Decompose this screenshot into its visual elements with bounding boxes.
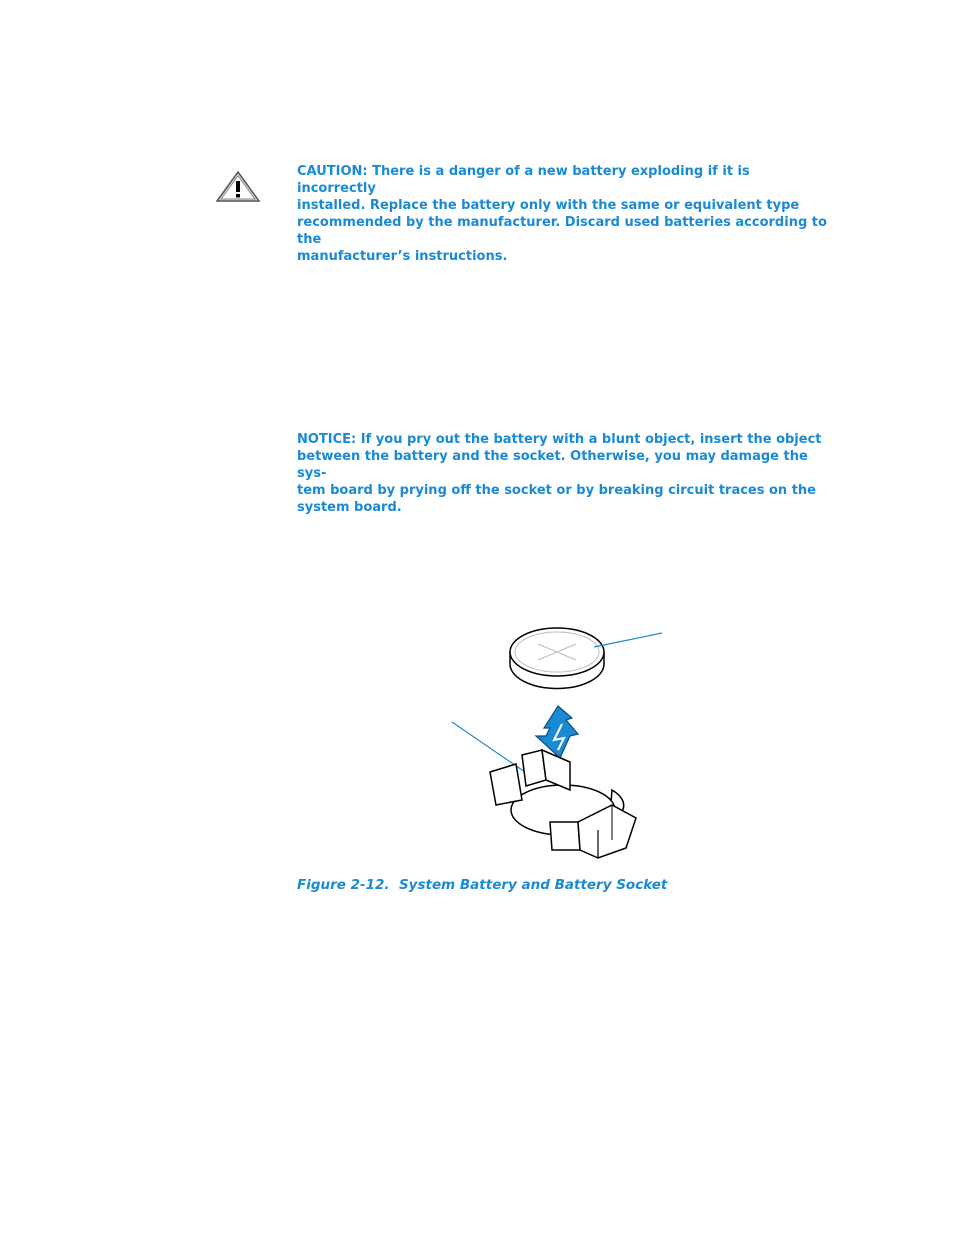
battery-and-socket-illustration [430,600,680,870]
battery-socket [490,750,636,858]
figure-caption: Figure 2-12. System Battery and Battery Socket [297,877,668,893]
coin-battery [510,628,604,689]
warning-triangle-icon [215,170,261,204]
caution-text: CAUTION: There is a danger of a new battery exploding if it is incorrectly installed. Replace the battery only with the same or equivalent type recommended by the manufacturer. Discard used batteries according to the manufacturer’s instructions. [297,164,827,264]
battery-callout-line [594,633,662,647]
notice-text: NOTICE: If you pry out the battery with a blunt object, insert the object between the battery and the socket. Otherwise, you may damage the sys- tem board by prying off the socket or by breaking circuit traces on the system board. [297,432,822,515]
